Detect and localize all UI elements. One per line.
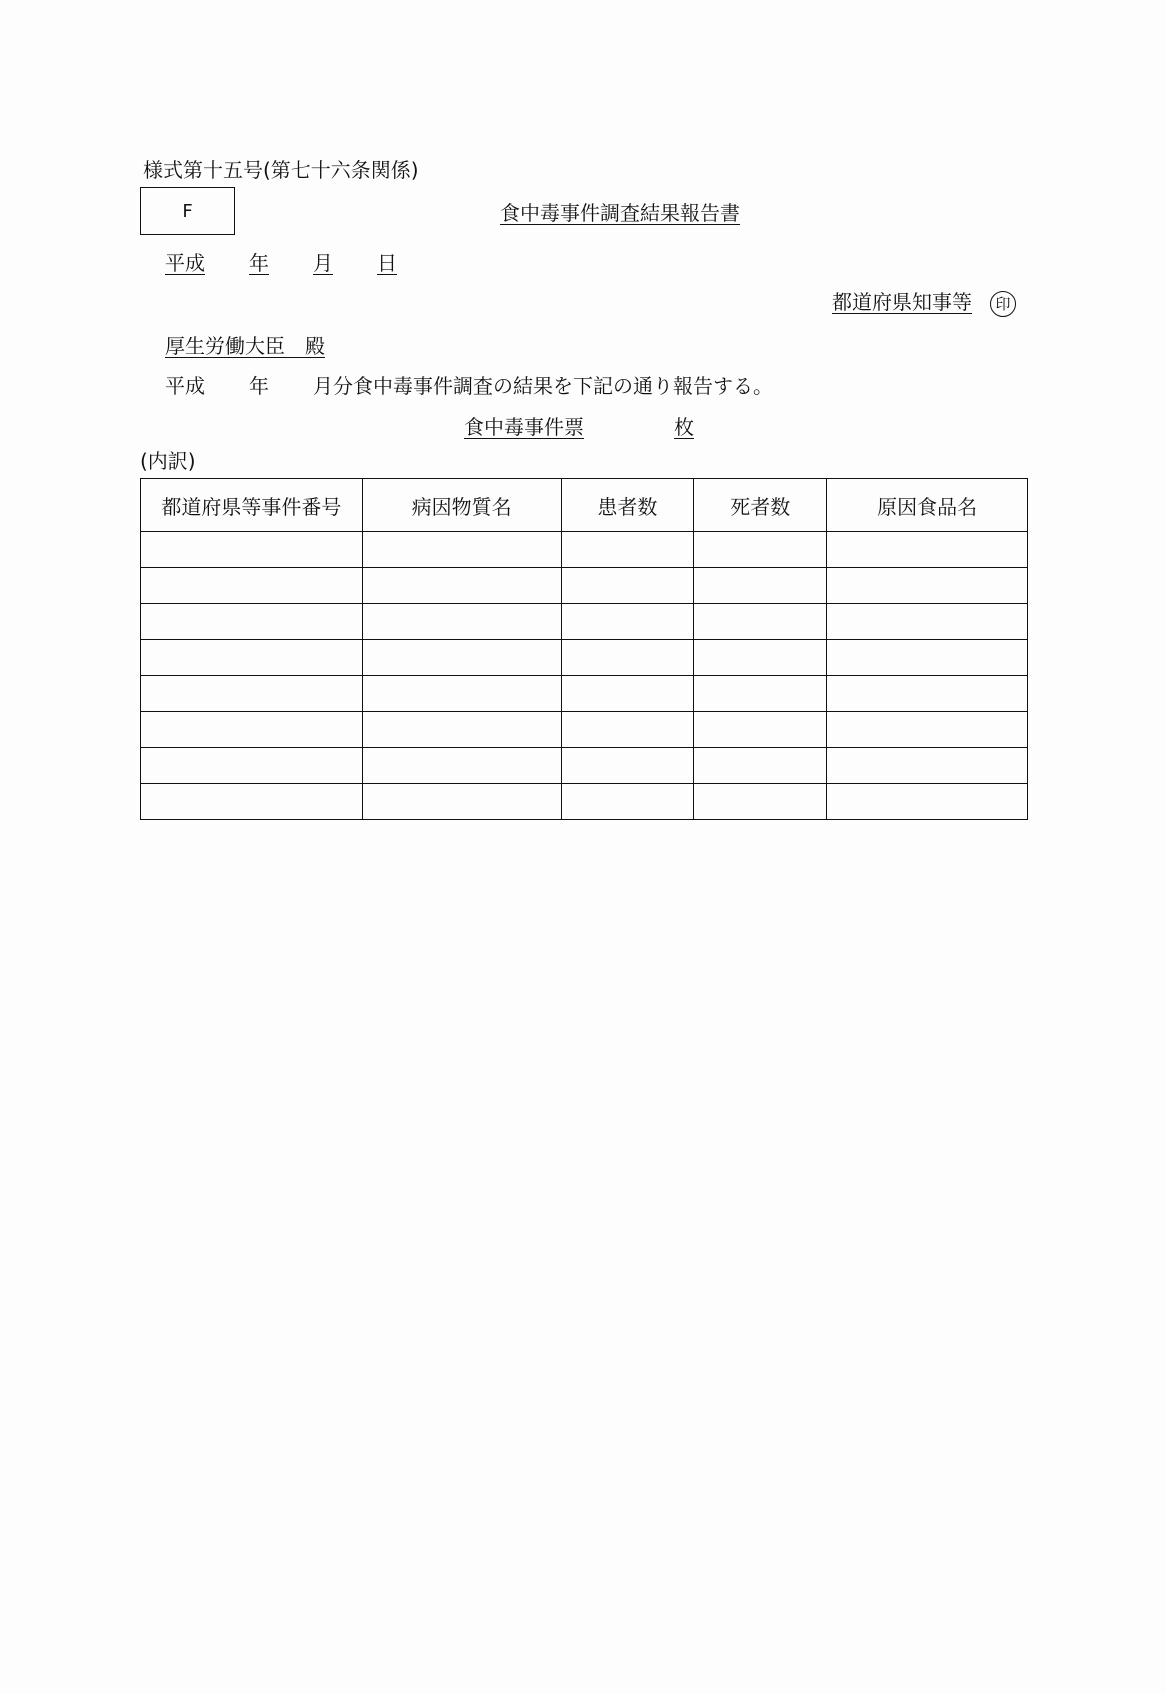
count-unit: 枚 [674,415,694,439]
table-cell[interactable] [362,604,561,640]
header-deaths: 死者数 [694,479,827,532]
table-cell[interactable] [141,712,363,748]
table-row [141,712,1028,748]
table-cell[interactable] [694,712,827,748]
case-sheet-count [464,415,694,439]
table-cell[interactable] [561,640,694,676]
date-day: 日 [377,251,397,275]
table-cell[interactable] [827,640,1028,676]
header-case-number: 都道府県等事件番号 [141,479,363,532]
report-body [165,374,773,398]
table-cell[interactable] [561,604,694,640]
table-cell[interactable] [827,748,1028,784]
sender-name: 都道府県知事等 [832,290,972,314]
table-cell[interactable] [141,640,363,676]
table-body [141,532,1028,820]
table-cell[interactable] [561,676,694,712]
sender-line [832,290,1016,317]
header-causative-agent: 病因物質名 [362,479,561,532]
table-cell[interactable] [141,784,363,820]
table-cell[interactable] [827,712,1028,748]
table-cell[interactable] [827,532,1028,568]
report-date [165,251,397,275]
table-cell[interactable] [561,784,694,820]
table-cell[interactable] [362,712,561,748]
table-cell[interactable] [694,784,827,820]
table-cell[interactable] [694,568,827,604]
form-code-box [140,187,235,235]
header-causative-food: 原因食品名 [827,479,1028,532]
table-cell[interactable] [694,676,827,712]
table-cell[interactable] [827,604,1028,640]
table-cell[interactable] [827,676,1028,712]
table-cell[interactable] [362,676,561,712]
breakdown-label: (内訳) [140,449,196,473]
table-row [141,532,1028,568]
table-row [141,640,1028,676]
body-year: 年 [249,374,269,398]
date-month: 月 [313,251,333,275]
table-row [141,784,1028,820]
table-cell[interactable] [362,748,561,784]
breakdown-table [140,478,1028,820]
table-cell[interactable] [827,568,1028,604]
table-row [141,748,1028,784]
addressee: 厚生労働大臣 殿 [165,334,325,358]
seal-mark: 印 [990,291,1016,317]
header-patients: 患者数 [561,479,694,532]
table-row [141,676,1028,712]
date-era: 平成 [165,251,205,275]
table-cell[interactable] [694,640,827,676]
table-cell[interactable] [694,604,827,640]
form-code: F [182,200,193,222]
table-row [141,568,1028,604]
table-cell[interactable] [362,784,561,820]
body-text: 月分食中毒事件調査の結果を下記の通り報告する。 [313,374,773,398]
table-cell[interactable] [827,784,1028,820]
table-cell[interactable] [362,532,561,568]
table-cell[interactable] [561,748,694,784]
table-cell[interactable] [694,532,827,568]
table-cell[interactable] [561,532,694,568]
table-cell[interactable] [694,748,827,784]
table-cell[interactable] [141,748,363,784]
table-cell[interactable] [141,604,363,640]
table-cell[interactable] [362,568,561,604]
form-number: 様式第十五号(第七十六条関係) [143,158,419,182]
date-year: 年 [249,251,269,275]
document-title: 食中毒事件調査結果報告書 [500,201,740,225]
table-cell[interactable] [561,568,694,604]
count-label: 食中毒事件票 [464,415,584,439]
table-cell[interactable] [561,712,694,748]
body-era: 平成 [165,374,205,398]
table-cell[interactable] [141,568,363,604]
table-header-row [141,479,1028,532]
table-cell[interactable] [141,532,363,568]
table-row [141,604,1028,640]
table-cell[interactable] [362,640,561,676]
table-cell[interactable] [141,676,363,712]
